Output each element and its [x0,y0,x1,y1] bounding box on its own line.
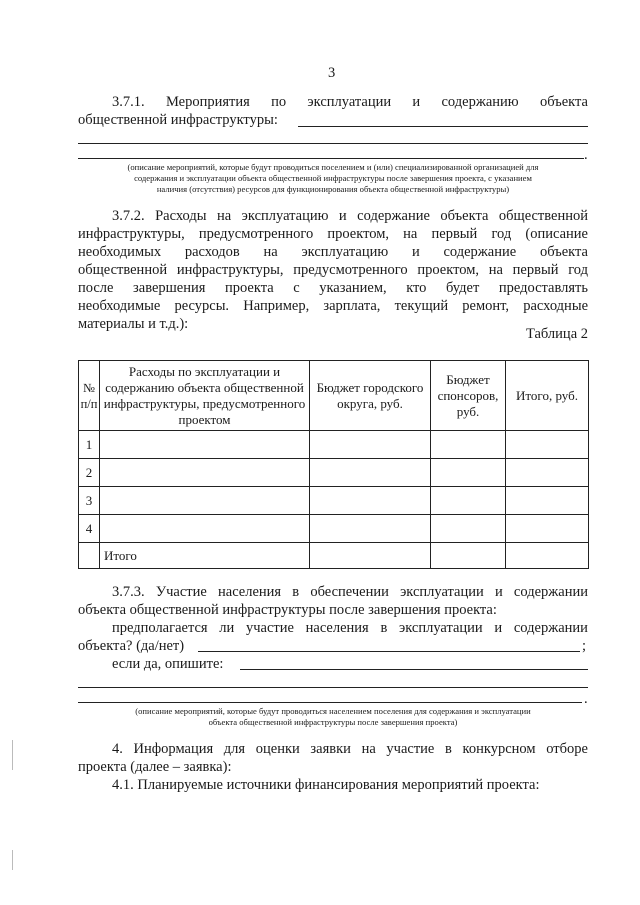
line-text: общественной инфраструктуры, предусмотренного проектом, на первый год [78,262,588,278]
word: необходимых [78,244,162,260]
row-number: 4 [79,515,100,543]
fill-line [298,126,588,127]
word: проекта [224,280,274,296]
word: на [263,244,278,260]
table-cell[interactable] [431,459,506,487]
table-cell[interactable] [310,431,431,459]
section-4-1-line: 4.1. Планируемые источники финансирования мероприятий проекта: [112,777,540,793]
participation-question-line1 [112,619,588,637]
word: с [293,280,300,296]
line-text: необходимые ресурсы. Например, зарплата, текущий ремонт, расходные [78,298,588,314]
table-row [79,515,589,543]
table-row [79,459,589,487]
section-3-7-2-line6 [78,297,588,315]
if-yes-label: если да, опишите: [112,656,224,672]
word: эксплуатации [399,620,483,636]
description-line[interactable] [78,702,582,703]
section-3-7-3-line1: 3.7.3. Участие населения в обеспечении эксплуатации и содержании [112,584,588,600]
table-cell[interactable] [506,431,589,459]
word: будет [445,280,480,296]
section-3-7-2-line1 [112,207,588,225]
word: расходов [184,244,240,260]
word: Информация [133,741,214,757]
word: для [223,741,246,757]
word: и [412,94,421,110]
section-3-7-2-line5 [78,279,588,297]
word: завершения [133,280,206,296]
line-text: 3.7.2. Расходы на эксплуатацию и содержание объекта общественной [112,208,588,224]
fill-line [78,158,584,159]
header-expenses: Расходы по эксплуатации и содержанию объекта общественной инфраструктуры, предусмотренного проектом [100,361,310,431]
word: 4. [112,741,123,757]
row-number: 2 [79,459,100,487]
word: предполагается [112,620,208,636]
word: предоставлять [498,280,588,296]
word: конкурсном [462,741,536,757]
description-line[interactable] [240,669,588,670]
section-4-line1 [112,740,588,758]
semicolon: ; [582,638,587,654]
word: и [411,244,420,260]
row-name-cell[interactable] [100,459,310,487]
table-cell[interactable] [310,515,431,543]
word: на [361,741,376,757]
row-number: 1 [79,431,100,459]
word: содержание [443,244,517,260]
word: оценки [255,741,300,757]
word: в [380,620,388,636]
section-3-7-1-line1 [112,93,588,111]
header-number: № п/п [79,361,100,431]
section-3-7-1-line2: общественной инфраструктуры: [78,112,278,128]
total-label: Итого [100,543,310,569]
word: в [445,741,452,757]
word: населения [305,620,369,636]
header-city-budget: Бюджет городского округа, руб. [310,361,431,431]
table-caption: Таблица 2 [525,326,588,342]
word: участие [245,620,294,636]
section-3-7-1-note: (описание мероприятий, которые будут проводиться поселением и (или) специализированной организацией для содержания и эксплуатации объекта общественной инфраструктуры после завершения проекта, с указанием наличия (отсутствия) ресурсов для функционирования объекта общественной инфраструктуры) [127,162,539,194]
expenses-table [78,360,589,569]
table-cell[interactable] [431,543,506,569]
table-cell[interactable] [431,515,506,543]
word: кто [406,280,427,296]
word: заявки [310,741,351,757]
table-header-row [79,361,589,431]
period: . [584,147,588,163]
word: эксплуатацию [301,244,389,260]
table-total-row [79,543,589,569]
table-row [79,431,589,459]
header-sponsor-budget: Бюджет спонсоров, руб. [431,361,506,431]
section-4-line2: проекта (далее – заявка): [78,759,232,775]
word: отборе [546,741,588,757]
word: содержании [513,620,588,636]
word: после [78,280,114,296]
line-text: инфраструктуры, предусмотренного проектом, на первый год (описание [78,226,588,242]
table-cell[interactable] [506,515,589,543]
table-cell[interactable] [506,487,589,515]
table-cell[interactable] [431,487,506,515]
row-name-cell[interactable] [100,431,310,459]
row-name-cell[interactable] [100,487,310,515]
section-3-7-2-line3 [78,243,588,261]
table-cell[interactable] [431,431,506,459]
table-cell[interactable] [310,459,431,487]
description-line[interactable] [78,687,588,688]
word: 3.7.1. [112,94,145,110]
scan-edge-mark [12,850,13,870]
participation-question-line2: объекта? (да/нет) [78,638,185,654]
word: указанием, [319,280,387,296]
section-3-7-2-line7 [78,315,188,333]
table-cell[interactable] [506,459,589,487]
header-total: Итого, руб. [506,361,589,431]
word: объекта [539,94,588,110]
word: содержанию [441,94,519,110]
section-3-7-2-line2 [78,225,588,243]
section-3-7-3-line2: объекта общественной инфраструктуры после завершения проекта: [78,602,497,618]
line-text: материалы и т.д.): [78,316,189,332]
row-number [79,543,100,569]
section-3-7-2-line4 [78,261,588,279]
word: объекта [539,244,588,260]
answer-line[interactable] [198,651,580,652]
page-number: 3 [328,65,336,81]
word: и [494,620,503,636]
table-cell[interactable] [310,487,431,515]
row-number: 3 [79,487,100,515]
word: эксплуатации [307,94,392,110]
table-cell[interactable] [310,543,431,569]
table-row [79,487,589,515]
period: . [584,691,588,707]
table-cell[interactable] [506,543,589,569]
word: Мероприятия [165,94,250,110]
row-name-cell[interactable] [100,515,310,543]
word: ли [219,620,235,636]
section-3-7-3-note: (описание мероприятий, которые будут проводиться населением поселения для содержания и эксплуатации объекта общественной инфраструктуры после завершения проекта) [135,706,531,727]
scan-edge-mark [12,740,13,770]
fill-line [78,143,588,144]
word: участие [386,741,435,757]
word: по [271,94,287,110]
